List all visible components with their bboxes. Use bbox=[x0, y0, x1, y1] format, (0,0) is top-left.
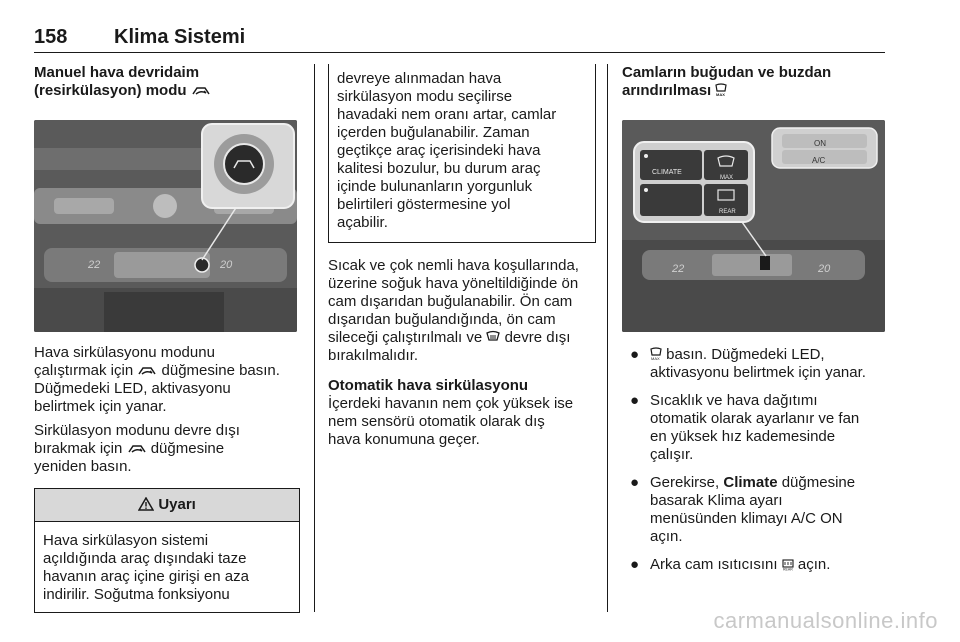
bullet-list bbox=[622, 346, 890, 574]
list-item: ● Gerekirse, Climate düğmesine basarak Klima ayarı menüsünden klimayı A/C ON açın. bbox=[630, 474, 856, 545]
svg-text:MAX: MAX bbox=[651, 356, 660, 361]
chapter-title: Klima Sistemi bbox=[114, 26, 246, 48]
warning-text: Hava sirkülasyon sistemi açıldığında araç dışındaki taze havanın araç içine girişi en aza indirilir. Soğutma fonksiyonu bbox=[43, 532, 249, 603]
column-3 bbox=[622, 64, 890, 584]
recirculation-icon bbox=[137, 365, 157, 377]
climate-panel-illustration bbox=[622, 120, 885, 332]
svg-text:REAR: REAR bbox=[782, 567, 793, 571]
svg-text:MAX: MAX bbox=[716, 92, 726, 97]
climate-button-label: CLIMATE bbox=[652, 169, 682, 176]
warning-box bbox=[34, 488, 300, 613]
column-2 bbox=[328, 64, 596, 449]
temp-left-label: 22 bbox=[672, 263, 685, 275]
watermark: carmanualsonline.info bbox=[713, 608, 938, 633]
recirculation-button-figure bbox=[34, 120, 297, 332]
paragraph-activate: Hava sirkülasyonu modunu çalıştırmak için düğmesine basın. Düğmedeki LED, aktivasyonu belirtmek için yanar. bbox=[34, 344, 280, 415]
warning-continued-box: devreye alınmadan hava sirkülasyon modu seçilirse havadaki nem oranı artar, camlar içerden buğulanabilir. Zaman geçtikçe araç içerisindeki hava kalitesi bozulur, bu durum araç içinde bulunanların yorgunluk belirtileri göstermesine yol açabilir. bbox=[328, 64, 596, 243]
defrost-button-figure bbox=[622, 120, 885, 332]
temp-right-label: 20 bbox=[818, 263, 831, 275]
dashboard-illustration bbox=[34, 120, 297, 332]
windshield-max-defrost-icon bbox=[650, 347, 662, 361]
list-item: ● MAX basın. Düğmedeki LED, aktivasyonu belirtmek için yanar. bbox=[630, 346, 866, 381]
page-header bbox=[34, 26, 885, 53]
temp-right-label: 20 bbox=[220, 259, 233, 271]
warning-header bbox=[35, 488, 299, 522]
column-1 bbox=[34, 64, 300, 613]
warning-title: Uyarı bbox=[158, 496, 196, 513]
page-number: 158 bbox=[34, 26, 68, 48]
recirculation-icon bbox=[191, 85, 211, 97]
ac-button-label: A/C bbox=[812, 156, 826, 165]
on-button-label: ON bbox=[814, 139, 826, 148]
column-divider bbox=[607, 64, 608, 612]
list-item: ● Sıcaklık ve hava dağıtımı otomatik olarak ayarlanır ve fan en yüksek hız kademesinde çalışır. bbox=[630, 392, 860, 463]
rear-window-defrost-icon bbox=[782, 559, 794, 571]
max-defrost-label: MAX bbox=[720, 175, 734, 181]
paragraph-humid-weather: Sıcak ve çok nemli hava koşullarında, üzerine soğuk hava yöneltildiğinde ön cam dışarıdan buğulanabilir. Ön cam dışarıdan buğulandığında, ön cam sileceği çalıştırılmalı ve devre dışı bırakılmalıdır. bbox=[328, 257, 579, 364]
windshield-max-defrost-icon bbox=[715, 83, 727, 97]
windshield-defrost-icon bbox=[486, 330, 500, 344]
rear-defrost-label: REAR bbox=[719, 209, 736, 215]
section-heading-auto-recirculation: Otomatik hava sirkülasyonu bbox=[328, 377, 529, 394]
warning-triangle-icon bbox=[138, 497, 154, 511]
section-heading-recirculation: Manuel hava devridaim (resirkülasyon) modu bbox=[34, 64, 300, 100]
column-divider bbox=[314, 64, 315, 612]
paragraph-auto-recirculation: İçerdeki havanın nem çok yüksek ise nem sensörü otomatik olarak dış hava konumuna geçer. bbox=[328, 395, 574, 448]
recirculation-icon bbox=[127, 443, 147, 455]
paragraph-deactivate: Sirkülasyon modunu devre dışı bırakmak için düğmesine yeniden basın. bbox=[34, 422, 240, 475]
section-heading-defrost: Camların buğudan ve buzdan arındırılması MAX bbox=[622, 64, 832, 99]
temp-left-label: 22 bbox=[88, 259, 101, 271]
list-item: ● Arka cam ısıtıcısını REAR açın. bbox=[630, 556, 831, 573]
